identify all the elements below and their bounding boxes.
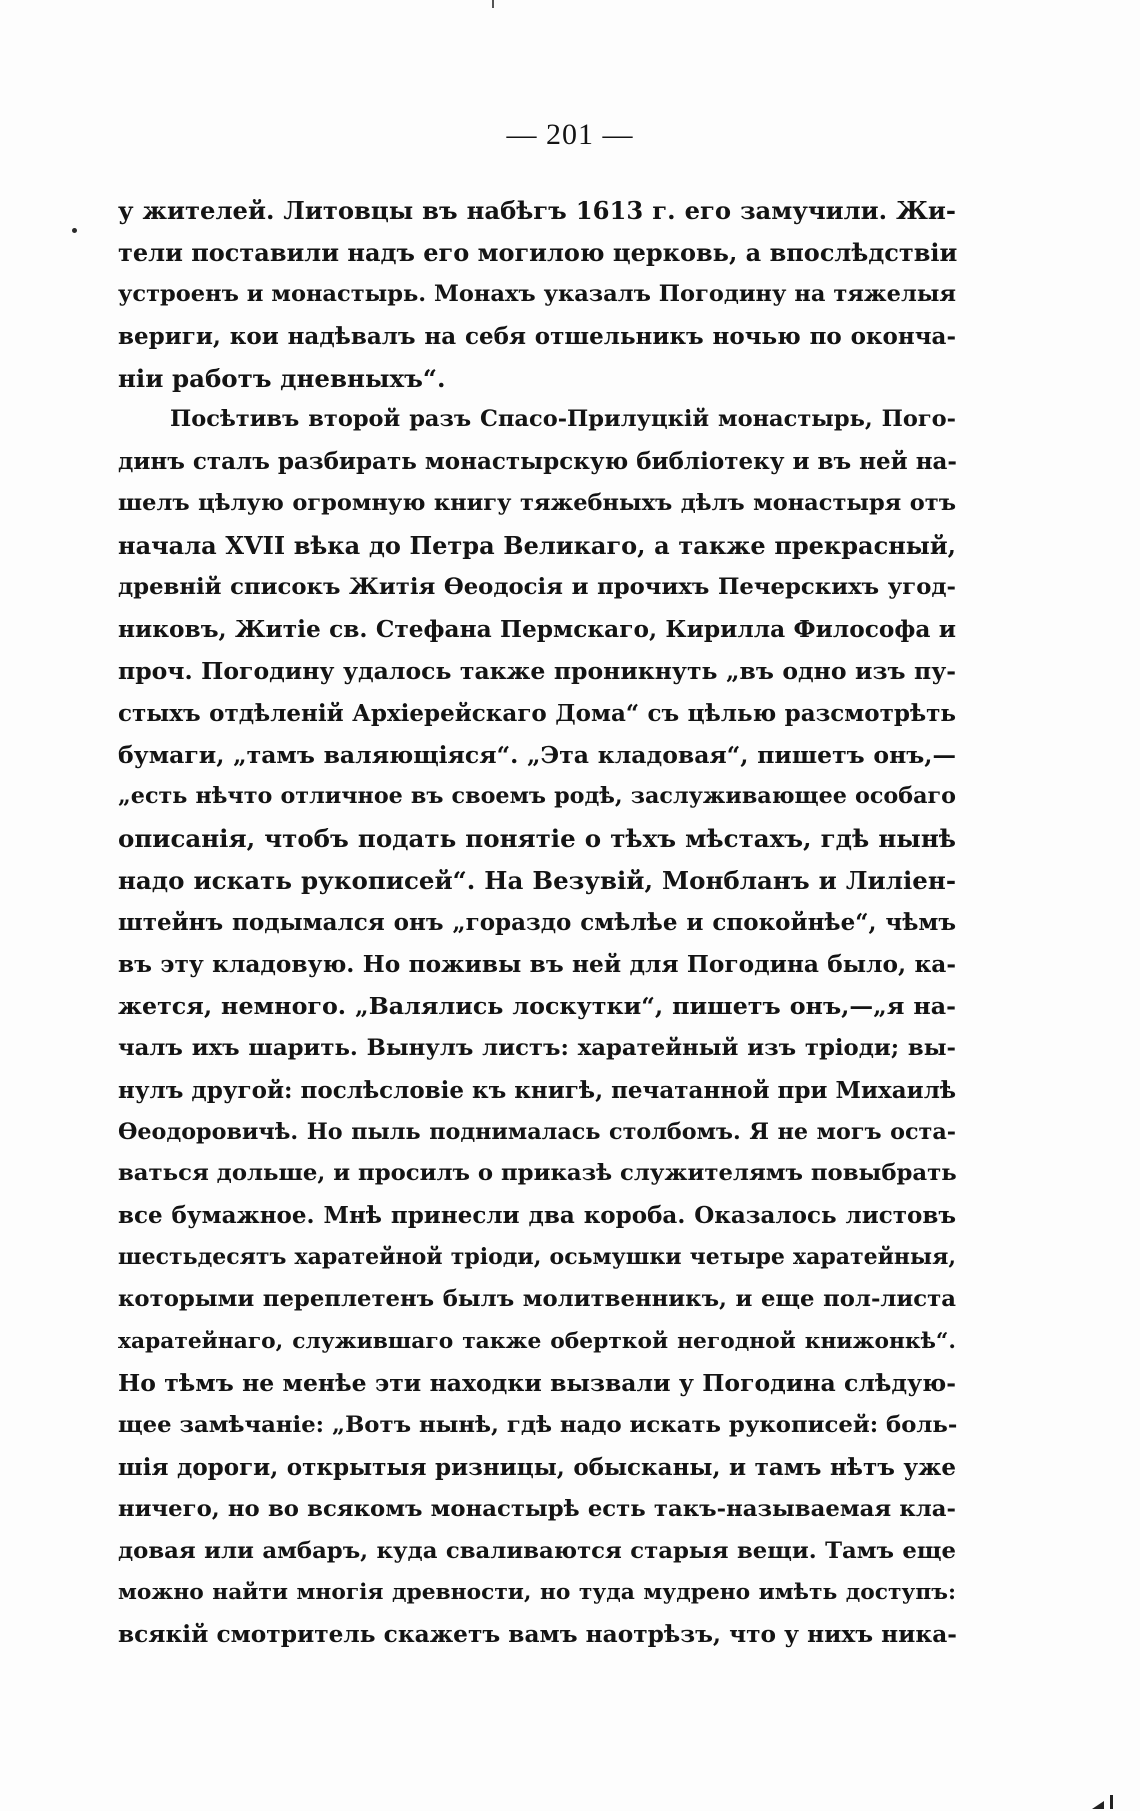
text-line: тели поставили надъ его могилою церковь, а впослѣдствіи [118, 237, 958, 267]
text-line: нулъ другой: послѣсловіе къ книгѣ, печатанной при Михаилѣ [118, 1076, 957, 1104]
text-line: шелъ цѣлую огромную книгу тяжебныхъ дѣлъ монастыря отъ [118, 490, 956, 517]
text-line: жется, немного. „Валялись лоскутки“, пишетъ онъ,—„я на- [118, 991, 956, 1020]
text-line: всякій смотритель скажетъ вамъ наотрѣзъ, что у нихъ ника- [118, 1621, 957, 1649]
text-line: чалъ ихъ шарить. Вынулъ листъ: харатейный изъ тріоди; вы- [118, 1034, 956, 1061]
body-text [118, 190, 956, 1656]
text-line: у жителей. Литовцы въ набѣгъ 1613 г. его замучили. Жи- [118, 196, 956, 225]
text-line: можно найти многія древности, но туда мудрено имѣть доступъ: [118, 1580, 956, 1606]
text-line: проч. Погодину удалось также проникнуть „въ одно изъ пу- [118, 656, 956, 685]
text-line: устроенъ и монастырь. Монахъ указалъ Погодину на тяжелыя [118, 280, 956, 307]
page-number: — 201 — [506, 118, 634, 151]
text-line: надо искать рукописей“. На Везувій, Монбланъ и Лиліен- [118, 866, 956, 896]
scan-artifact-mark [492, 0, 494, 8]
text-line: вериги, кои надѣвалъ на себя отшельникъ ночью по оконча- [118, 322, 956, 350]
text-line: никовъ, Житіе св. Стефана Пермскаго, Кирилла Философа и [118, 615, 956, 643]
text-line: стыхъ отдѣленій Архіерейскаго Дома“ съ цѣлью разсмотрѣть [118, 699, 956, 727]
text-line: въ эту кладовую. Но поживы въ ней для Погодина было, ка- [118, 951, 956, 979]
text-line: ніи работъ дневныхъ“. [118, 363, 446, 393]
text-line: шія дороги, открытыя ризницы, обысканы, и тамъ нѣтъ уже [118, 1453, 956, 1481]
text-line: щее замѣчаніе: „Вотъ нынѣ, гдѣ надо искать рукописей: боль- [118, 1411, 958, 1438]
text-line: которыми переплетенъ былъ молитвенникъ, и еще пол-листа [118, 1286, 956, 1313]
text-line: довая или амбаръ, куда сваливаются старыя вещи. Тамъ еще [118, 1537, 956, 1564]
text-line: описанія, чтобъ подать понятіе о тѣхъ мѣстахъ, гдѣ нынѣ [118, 824, 956, 854]
text-line: начала XVII вѣка до Петра Великаго, а также прекрасный, [118, 531, 956, 561]
text-line: Но тѣмъ не менѣе эти находки вызвали у Погодина слѣдую- [118, 1368, 956, 1397]
text-line: бумаги, „тамъ валяющіяся“. „Эта кладовая“, пишетъ онъ,— [118, 740, 956, 769]
text-line: древній списокъ Житія Ѳеодосія и прочихъ Печерскихъ угод- [118, 574, 956, 601]
text-line: ваться дольше, и просилъ о приказѣ служителямъ повыбрать [118, 1160, 957, 1187]
text-line: шестьдесятъ харатейной тріоди, осьмушки четыре харатейныя, [118, 1244, 956, 1271]
text-line: все бумажное. Мнѣ принесли два короба. Оказалось листовъ [118, 1202, 956, 1230]
text-line: ничего, но во всякомъ монастырѣ есть такъ-называемая кла- [118, 1495, 956, 1522]
text-line: динъ сталъ разбирать монастырскую библіотеку и въ ней на- [118, 448, 957, 476]
text-line: „есть нѣчто отличное въ своемъ родѣ, заслуживающее особаго [118, 783, 956, 810]
paragraph-start-line: Посѣтивъ второй разъ Спасо-Прилуцкій монастырь, Пого- [170, 406, 956, 433]
margin-dot [72, 228, 77, 233]
text-line: штейнъ подымался онъ „гораздо смѣлѣе и спокойнѣе“, чѣмъ [118, 909, 956, 937]
text-line: Ѳеодоровичѣ. Но пыль поднималась столбомъ. Я не могъ оста- [118, 1118, 956, 1145]
text-line: харатейнаго, служившаго также оберткой негодной книжонкѣ“. [118, 1329, 956, 1355]
scan-corner-mark [1092, 1793, 1116, 1809]
